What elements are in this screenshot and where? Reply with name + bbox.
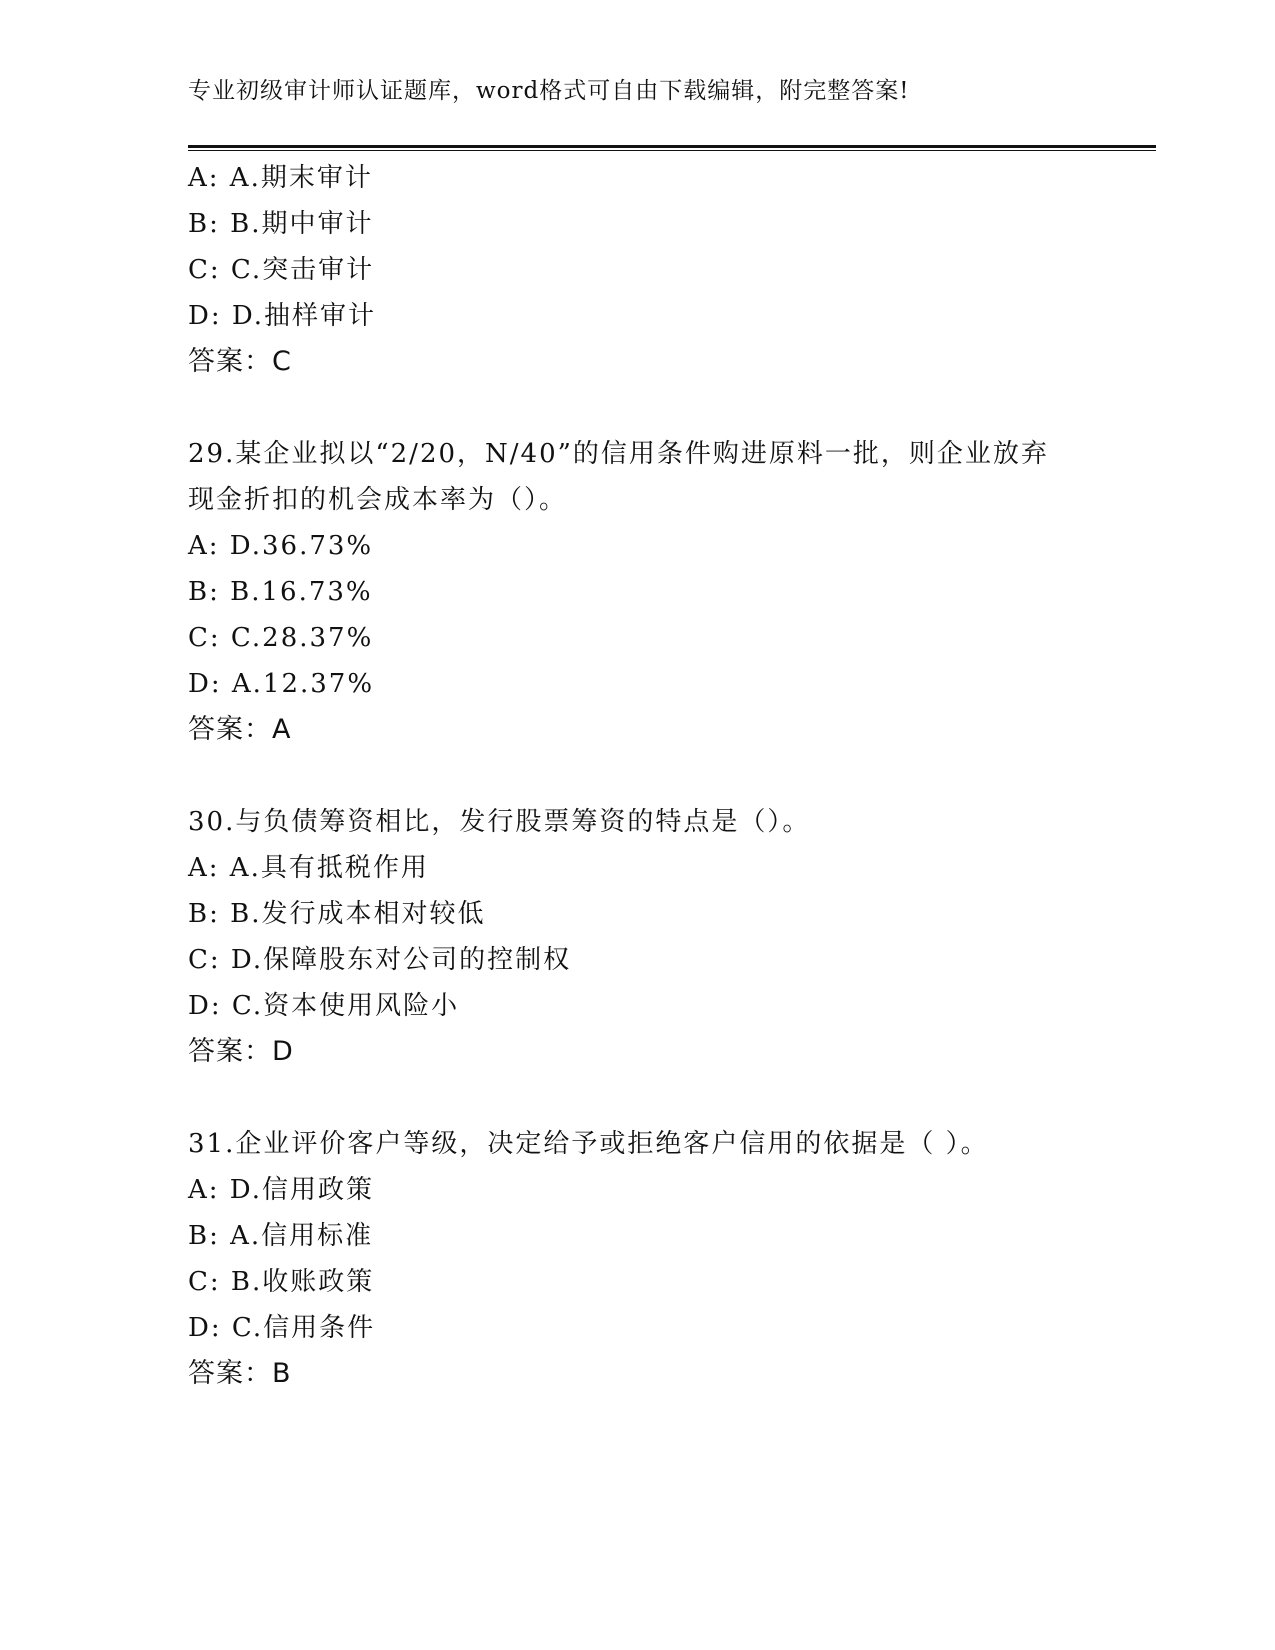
question-stem-line-1: 31.企业评价客户等级，决定给予或拒绝客户信用的依据是（ ）。	[188, 1129, 989, 1159]
option-b: B: B.期中审计	[188, 209, 374, 239]
question-stem-line-2: 现金折扣的机会成本率为（）。	[188, 485, 568, 515]
answer-line: 答案：D	[188, 1036, 294, 1067]
question-28-continued	[188, 155, 1108, 385]
question-stem-line-1: 30.与负债筹资相比，发行股票筹资的特点是（）。	[188, 807, 811, 837]
option-c: C: B.收账政策	[188, 1267, 375, 1297]
option-c: C: C.28.37%	[188, 623, 374, 653]
option-a: A: D.信用政策	[188, 1175, 374, 1205]
header-note: 专业初级审计师认证题库，word格式可自由下载编辑，附完整答案!	[188, 78, 910, 104]
option-a: A: D.36.73%	[188, 531, 374, 561]
option-c: C: C.突击审计	[188, 255, 375, 285]
option-d: D: C.信用条件	[188, 1313, 376, 1343]
option-b: B: A.信用标准	[188, 1221, 374, 1251]
option-d: D: D.抽样审计	[188, 301, 377, 331]
option-b: B: B.16.73%	[188, 577, 373, 607]
option-a: A: A.期末审计	[188, 163, 373, 193]
option-c: C: D.保障股东对公司的控制权	[188, 945, 572, 975]
option-a: A: A.具有抵税作用	[188, 853, 429, 883]
answer-line: 答案：B	[188, 1358, 292, 1389]
header-divider-thin	[188, 150, 1156, 151]
question-29	[188, 431, 1108, 753]
option-b: B: B.发行成本相对较低	[188, 899, 486, 929]
option-d: D: A.12.37%	[188, 669, 375, 699]
header-divider-thick	[188, 145, 1156, 148]
option-d: D: C.资本使用风险小	[188, 991, 460, 1021]
answer-line: 答案：C	[188, 346, 292, 377]
question-31	[188, 1121, 1108, 1397]
question-30	[188, 799, 1108, 1075]
question-stem-line-1: 29.某企业拟以“2/20，N/40”的信用条件购进原料一批，则企业放弃	[188, 439, 1049, 469]
question-content	[188, 155, 1108, 1397]
answer-line: 答案：A	[188, 714, 292, 745]
